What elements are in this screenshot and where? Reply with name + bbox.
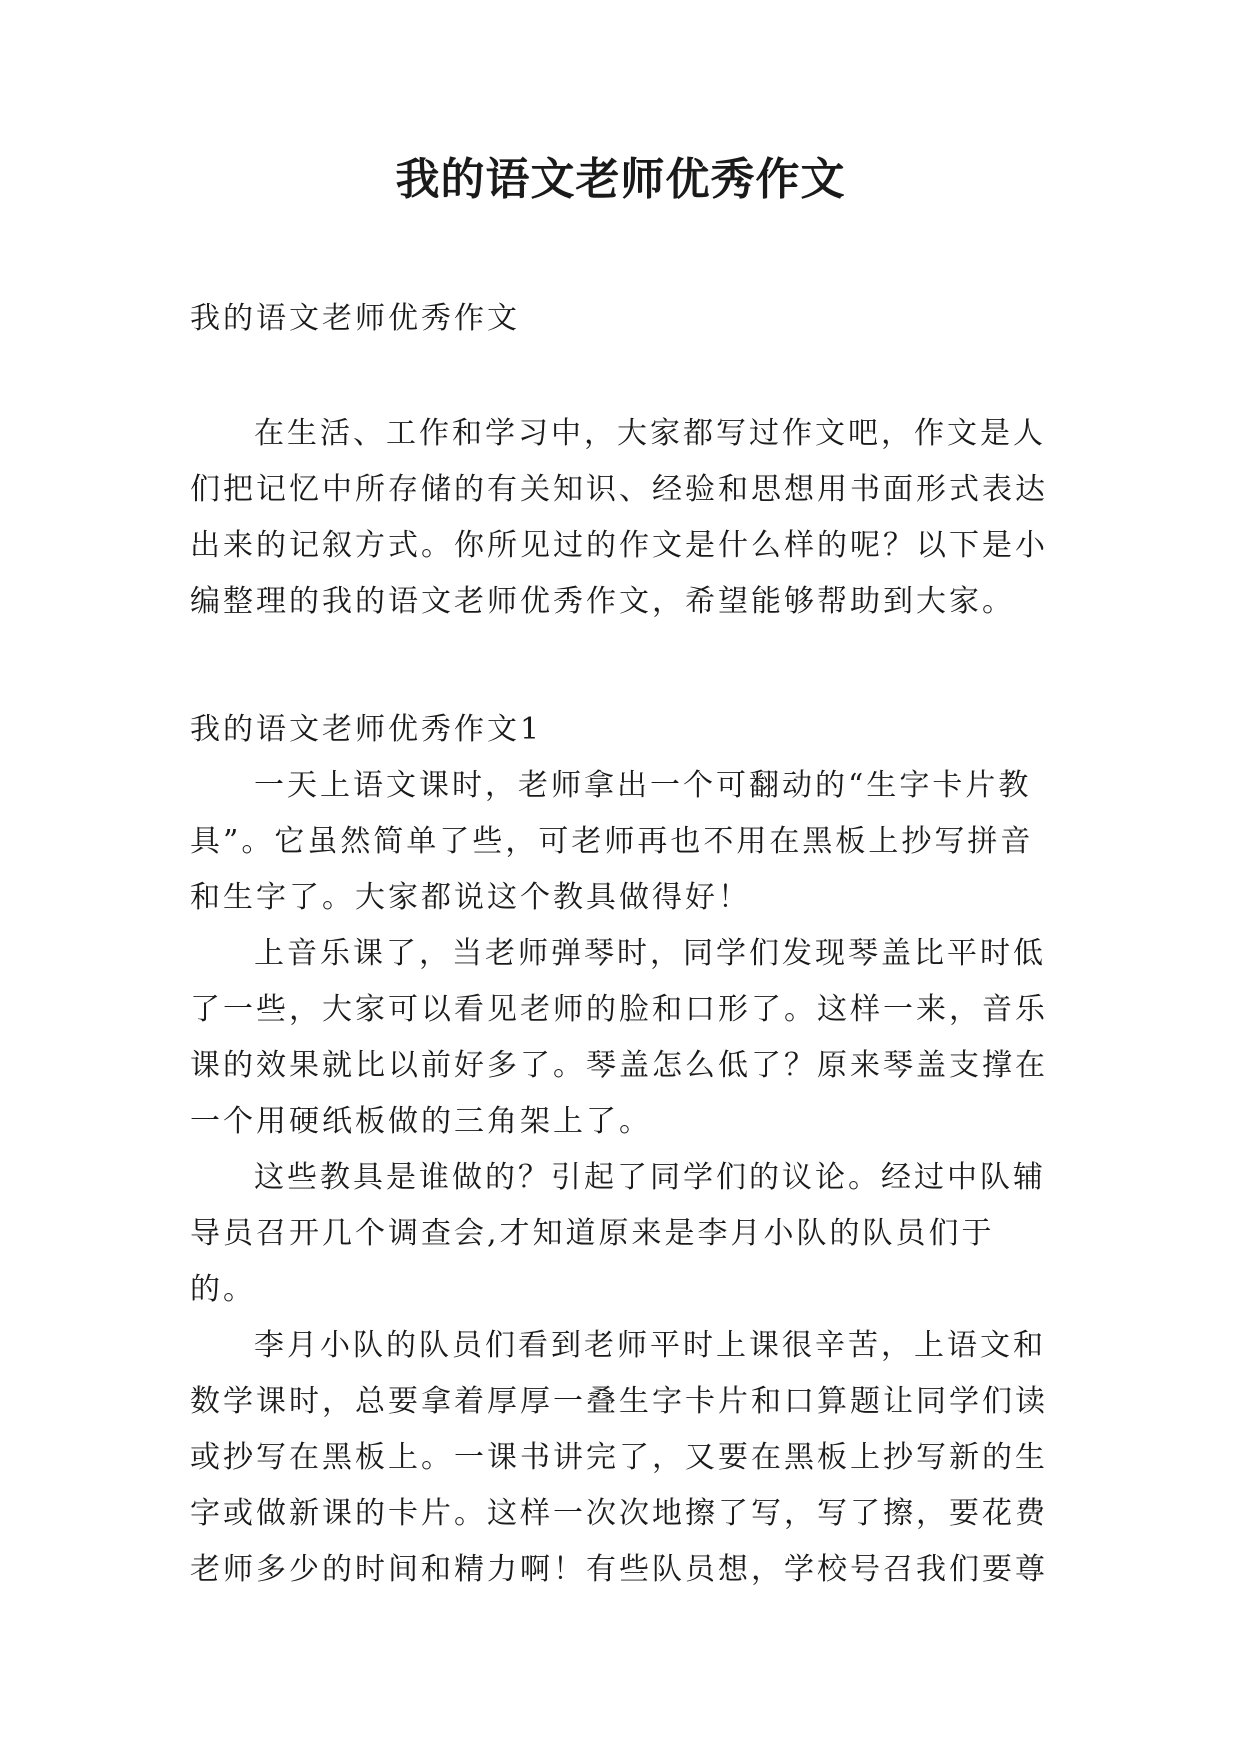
intro-paragraph: 在生活、工作和学习中，大家都写过作文吧，作文是人们把记忆中所存储的有关知识、经验和思想用书面形式表达出来的记叙方式。你所见过的作文是什么样的呢？以下是小编整理的我的语文老师优秀作文，希望能够帮助到大家。 bbox=[190, 416, 1048, 619]
section-body bbox=[190, 758, 1056, 1598]
body-paragraph: 李月小队的队员们看到老师平时上课很辛苦，上语文和数学课时，总要拿着厚厚一叠生字卡片和口算题让同学们读或抄写在黑板上。一课书讲完了，又要在黑板上抄写新的生字或做新课的卡片。这样一次次地擦了写，写了擦，要花费老师多少的时间和精力啊！有些队员想，学校号召我们要尊 bbox=[190, 1328, 1048, 1587]
document-title: 我的语文老师优秀作文 bbox=[395, 154, 846, 205]
body-paragraph: 这些教具是谁做的？引起了同学们的议论。经过中队辅导员召开几个调查会,才知道原来是李月小队的队员们于的。 bbox=[190, 1160, 1046, 1307]
document-subtitle: 我的语文老师优秀作文 bbox=[190, 301, 520, 336]
body-paragraph: 一天上语文课时，老师拿出一个可翻动的“生字卡片教具”。它虽然简单了些，可老师再也不用在黑板上抄写拼音和生字了。大家都说这个教具做得好！ bbox=[190, 768, 1034, 915]
body-paragraph: 上音乐课了，当老师弹琴时，同学们发现琴盖比平时低了一些，大家可以看见老师的脸和口形了。这样一来，音乐课的效果就比以前好多了。琴盖怎么低了？原来琴盖支撑在一个用硬纸板做的三角架上了。 bbox=[190, 936, 1048, 1139]
section-heading: 我的语文老师优秀作文1 bbox=[190, 712, 543, 747]
